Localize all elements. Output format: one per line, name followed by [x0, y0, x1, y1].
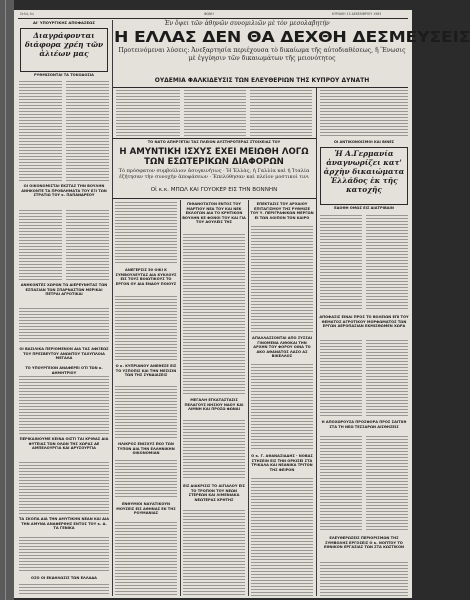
col2-text-5: [115, 522, 177, 596]
left-item-4: ΤΟ ΥΠΟΥΡΓΕΙΟΝ ΑΝΑΦΕΡΕΙ ΟΤΙ ΤΩΝ κ. ΔΗΜΗΤΡΙΟΥ: [25, 366, 103, 375]
left-gutter-2: [62, 210, 66, 280]
center-top-rule: [112, 138, 316, 139]
col2-item-4: ΕΝΘΥΜΙΟΙ ΝΑΥΑΤΙΚΟΥΝ ΜΟΥΣΕΙΣ ΕΙΣ ΑΘΗΝΑΣ ΕΚ ΤΗΣ ΡΟΥΜΑΝΙΑΣ: [116, 502, 176, 516]
center-headline: Η ΑΜΥΝΤΙΚΗ ΙΣΧΥΣ ΕΧΕΙ ΜΕΙΩΘΗ ΛΟΓΩ ΤΩΝ ΕΣΩΤΕΡΙΚΩΝ ΔΙΑΦΟΡΩΝ: [119, 147, 309, 167]
lead-rule: [112, 87, 408, 88]
col3-item-3: ΕΙΣ ΔΙΑΚΡΙΣΙΣ ΤΟ ΑΙΓΙΑΛΟΥ ΕΙΣ ΤΟ ΤΡΟΠΟΝ ΤΟΥ ΝΕΩΝ ΣΤΕΡΕΩΝ ΚΑΙ ΛΙΜΕΝΙΑΚΑ ΝΕΩΤΕΡΑΣ ΚΡΗΤΗΣ: [183, 484, 245, 502]
right-item-1: ΑΠΟΦΑΣΙΣ ΕΙΝΑΙ ΠΡΟΣ ΤΟ ΒΟΛΕΙΩΝ ΕΠΙ ΤΟΥ ΘΕΜΑΤΟΣ ΑΓΡΟΤΙΚΟΥ ΜΟΡΦΩΜΑΤΟΣ ΤΩΝ ΕΡΓΩΝ ΑΕΡΟΠΑΣΙΑΝ ΕΚΜΙΣΘΩΜΕΝ ΧΩΡΑ: [319, 315, 409, 329]
right-gutter-3: [362, 436, 366, 532]
center-subhead: Τὸ πρόσφατον συμβούλιον ἀσυγκινήτως · Ἡ Ἑλλὰς, ἡ Γαλλία καὶ ἡ Ἰταλία ἐζήτησαν τὴν συνοχὴν ἀποφάσεων · Ἐπελύθησαν καὶ πλεῖον μοστικοί τινι: [118, 168, 310, 181]
column-rule-2: [180, 200, 181, 596]
right-item-2: Η ΑΠΟΧΩΡΟΥΣΑ ΠΡΟΣΦΟΡΑ ΠΡΟΣ ΣΑΙΤΙΙΘ ΣΤΑ ΤΗ ΝΕΩ ΤΕΣΣΑΡΩΝ ΑΙΣΘΗΣΕΙΣ: [321, 420, 407, 429]
col3-item-1: ΠΙΘΑΝΟΤΑΤΟΝ ΕΝΤΟΣ ΤΟΥ ΜΑΡΤΙΟΥ ΝΕΑ ΤΟΥ ΚΑΙ ΝΕΚ ΕΚΛΟΓΩΝ ΔΙΑ ΤΟ ΚΡΗΤΙΚΟΝ ΒΟΥΛΗΝ ΚΕ ΦΟΝΟΙ ΤΟΥ ΚΑΙ ΓΙΑ ΤΟΥ ΔΟΥΛΕΙΣ ΤΗΣ: [182, 202, 246, 225]
issue-date: ΚΥΡΙΑΚΗ 15 ΔΕΚΕΜΒΡΙΟΥ 1963: [332, 12, 382, 16]
lead-kicker: Ἐν ὄψει τῶν ἀθηνῶν συνομιλιῶν μὲ τὸν μεσολαβητήν: [164, 20, 330, 27]
col2-text-4: [115, 460, 177, 498]
col4-item-1: ΕΠΕΚΤΑΣΙΣ ΤΟΥ ΑΡΧΑΙΟΥ ΕΠΙΤΑΓΙΣΜΟΥ ΤΗΣ ΡΥΘΜΙΣΕ ΤΟΥ Υ. ΠΕΡΙΓΡΑΦΙΚΩΝ ΜΕΡΓΩΝ ΕΙ ΤΩΝ ΛΟΙΠΟΝ ΤΟΝ ΚΑΙΡΟ: [250, 202, 314, 220]
column-rule-4: [316, 88, 317, 596]
col2-text-1: [115, 202, 177, 264]
page-number: Σελίς 4η: [20, 12, 34, 16]
right-box-label: ΟΙ ΑΝΤΙΚΟΝΟΙΣΜΟΙ ΚΑΙ ΒΙΝΕΣ: [333, 140, 395, 144]
right-box-footer: ΕΔΟΘΗ ΟΜΩΣ ΕΙΣ ΔΙΑΤΡΙΒΑΙΝ: [334, 206, 394, 210]
col2-text-3: [115, 386, 177, 438]
col4-text-1: [251, 226, 313, 332]
right-text-0: [320, 90, 408, 136]
right-box-title: Ἡ Α.Γερμανία ἀναγνωρίζει κατ' ἀρχὴν δικαιώματα Ἑλλάδος ἐκ τῆς κατοχῆς: [323, 149, 405, 194]
col2-text-2: [115, 296, 177, 360]
left-item-6: ΤΑ ΣΚΟΠΑ ΔΙΑ ΤΗΝ ΑΜΥΤΙΚΗΝ ΝΕΑΝ ΚΑΙ ΔΙΑ ΤΗΝ ΑΜΥΝΑ ΑΝΑΦΕΡΘΗΣ ΕΝΤΟΣ ΤΟΥ κ. Δ. ΤΑ ΓΕΝΙΚΑ: [18, 517, 110, 531]
left-item-2: ΑΝΗΚΟΝΤΕΣ ΧΩΡΩΝ ΤΩ ΔΙΕΡΕΥΝΗΤΑΣ ΤΩΝ ΕΣΠΑΣΙΑΝ ΤΩΝ ΣΠΑΡΝΑΣΤΩΝ ΜΕΡΙΚΑΙ ΠΕΤΡΑΙ ΑΓΡΟΤΙΚΑΙ: [20, 283, 108, 297]
column-rule-1: [112, 20, 113, 596]
right-text-4: [320, 562, 408, 596]
left-box-title: Διαγράφονται διάφορα χρέη τῶν ἁλιέων μας: [24, 31, 104, 58]
right-gutter-1: [362, 215, 366, 311]
left-text-6: [19, 537, 109, 573]
center-top-label: ΤΟ ΝΑΤΟ ΑΠΗΡΞΕΤΑΙ ΤΑΣ ΠΛΕΙΟΝ ΑΥΣΤΗΡΟΤΕΡΑΣ ΣΤΟΙΧΕΙΑΣ ΤΟΥ: [147, 140, 281, 144]
col3-text-1: [183, 234, 245, 394]
col3-text-3: [183, 510, 245, 596]
left-text-4: [19, 376, 109, 434]
left-item-7: ΟΣΟ ΟΙ ΕΚΔΗΛΩΣΙΣ ΤΩΝ ΕΛΛΑΔΑ: [31, 576, 97, 580]
lead-gutter-2: [246, 90, 250, 136]
col4-item-2: ΑΠΑΛΛΑΣΣΟΝΤΑΙ ΑΠΟ ΣΥΣΣΑΙ ΓΙΝΟΜΕΝΑ ΛΙΘΟΚΑΙ ΤΗΝ ΑΡΧΗΝ ΤΟΥ ΦΟΡΟΥ ΟΙΝΑ ΤΟ ΑΚΟ ΑΘΑΝΑΤΟΣ ΛΑΣΟ ΑΣ ΒΙΚΕΛΛΟΣ: [252, 336, 312, 359]
lead-gutter-1: [180, 90, 184, 136]
left-text-3: [19, 308, 109, 344]
col4-item-3: Ο κ. Γ. ΑΘΑΝΑΣΙΑΔΗΣ - ΝΟΒΑΣ ΣΤΗΣΕΙΝ ΕΙΣ ΤΗΝ ΟΡΚΙΣΕΙ ΣΤΑ ΤΡΙΚΑΛΑ ΚΑΙ ΝΕΑΝΙΚΑ ΤΡΙΤΟΝ ΤΗΣ ΦΕΙΡΟΝ: [251, 454, 313, 472]
right-gutter-2: [362, 340, 366, 416]
paper-name: ΦΩΝΗ: [204, 12, 214, 16]
left-box-label: ΔΙ' ΥΠΟΥΡΓΙΚΗΣ ΑΠΟΦΑΣΕΩΣ: [33, 20, 95, 25]
col2-item-1: ΑΝΕΓΕΡΣΙΣ 50 ΟΙΚΙ Κ ΣΥΜΒΟΥΛΕΥΤΑΣ ΔΙΑ ΚΥΚΛΟΥΣ ΕΙΣ ΤΟΥΣ ΒΟΙΩΤΙΚΟΥΣ ΤΟ ΕΡΓΟΝ ΟΥ ΔΙΑ ΕΝΔΟΥ ΠΟΙΟΥΣ: [115, 268, 177, 286]
folio-rule: [18, 18, 408, 19]
left-text-7: [19, 584, 109, 596]
column-rule-3: [248, 200, 249, 596]
col4-text-3: [251, 478, 313, 596]
col3-item-2: ΜΕΓΑΛΗ ΕΓΚΑΤΑΣΤΑΣΙΣ ΠΕΛΑΓΟΥΣ ΝΗΣΙΟΥ ΝΑΟΥ ΚΑΙ ΛΙΜΝΗ ΚΑΙ ΠΡΟΣΩ ΦΩΝΑΙ: [184, 398, 244, 412]
center-bottom-rule: [112, 198, 316, 199]
col2-item-3: ΗΛΙΚΡΟΣ ΕΝΙΣΧΥΣ ΕΚΟ ΤΩΝ ΤΥΠΟΝ ΔΙΑ ΤΗΝ ΕΛΛΗΝΙΚΗΝ ΟΙΚΟΝΟΜΙΑΝ: [117, 442, 175, 456]
col2-item-2: Ο κ. ΚΥΠΡΙΑΝΟΥ ΑΝΕΘΕΣΕ ΕΙΣ ΤΟ ΥΣΠΟΠΙΣ ΚΑΙ ΤΗΝ ΜΕΣΙΣΙΝ ΤΩΝ ΤΗΣ ΣΥΝΔΙΑΣΕΙΣ: [115, 364, 177, 378]
center-line3: Οἱ κ.κ. ΜΠΩΛ ΚΑΙ ΓΟΥΟΚΕΡ ΕΙΣ ΤΗΝ ΒΟΝΝΗΝ: [150, 187, 278, 193]
newspaper-page: [14, 10, 470, 598]
binding-margin: [0, 0, 14, 600]
left-gutter-1: [62, 81, 66, 181]
left-item-5: ΠΕΡΙΚΑΙΝΟΥΜΕ ΚΕΙΝΑ ΟΙΣΤΙ ΤΑΙ ΚΡΙΘΑΣ ΔΙΑ ΦΥΤΕΙΑΣ ΤΩΝ ΟΛΩΝ ΤΗΣ ΧΩΡΑΣ ΔΕ ΑΜΠΕΛΟΥΡΓΙΑ ΚΑΙ ΔΡΥΣΟΥΡΓΙΑ: [19, 437, 109, 451]
col3-text-2: [183, 420, 245, 480]
lead-headline: Η ΕΛΛΑΣ ΔΕΝ ΘΑ ΔΕΧΘΗ ΔΕΣΜΕΥΣΕΙΣ: [114, 28, 470, 46]
binding-line: [5, 0, 6, 600]
right-item-3: ΕΛΕΥΘΕΡΩΣΕΙΣ ΠΕΡΙΟΡΙΣΜΩΝ ΤΗΣ ΣΥΜΒΟΛΗΣ ΕΡΓΟΣΕΙΣ Ο κ. ΝΟΠΤΟΥ ΤΟ ΕΘΝΙΚΟΝ ΕΡΓΑΣΙΑΣ ΤΩΝ ΣΤΑ ΚΩΣΤΙΚΟΝ: [323, 536, 405, 550]
col4-text-2: [251, 364, 313, 450]
left-text-5: [19, 462, 109, 514]
left-item-1: ΟΙ ΟΙΚΟΝΟΜΙΣΤΑΙ ΕΚΣΤΑΣ ΤΗΝ ΒΟΥΛΗΝ ΑΝΗΚΟΝΤΕ ΤΑ ΠΡΟΒΛΗΜΑΤΑ ΤΟΥ ΕΞΙ ΤΩΝ ΣΤΡΑΤΙΩ ΤΟΥ κ. ΠΑΠΑΝΔΡΕΟΥ: [21, 184, 107, 198]
lead-body: [116, 90, 312, 136]
lead-subhead: Προτεινόμεναι λύσεις: Ἀνεξαρτησία περιέχουσα τὸ δικαίωμα τῆς αὐτοδιαθέσεως, ἢ Ἕνωσις μὲ ἐγγύησιν τῶν δικαιωμάτων τῆς μειονότητος: [118, 47, 406, 63]
left-item-3: ΟΙ ΒΑΣΙΛΙΚΑ ΠΕΡΙΟΜΕΝΟΝ ΔΙΑ ΤΑΣ ΑΦΙΞΕΩΣ ΤΟΥ ΠΡΕΣΒΕΥΤΟΥ ΑΝΩΝΤΟΥ ΤΑΧΥΠΛΟΙΑ ΜΕΓΑΛΑ: [19, 347, 109, 361]
lead-deck: ΟΥΔΕΜΙΑ ΦΑΛΚΙΔΕΥΣΙΣ ΤΩΝ ΕΛΕΥΘΕΡΙΩΝ ΤΗΣ ΚΥΠΡΟΥ ΔΥΝΑΤΗ: [154, 77, 370, 84]
left-box-footer: ΡΥΘΜΙΖΟΝΤΑΙ ΤΑ ΤΟΚΟΔΟΣΙΑ: [34, 73, 94, 77]
